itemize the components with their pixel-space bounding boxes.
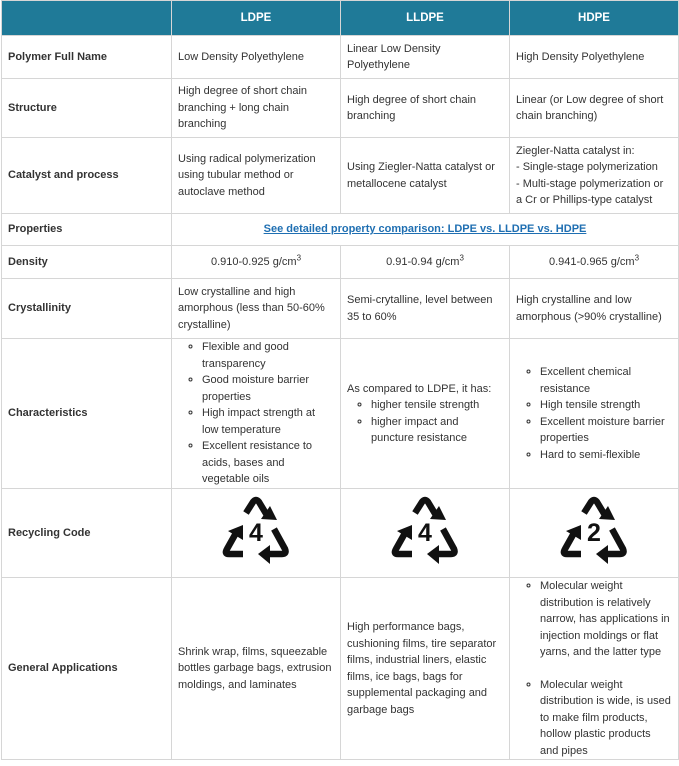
cell-lldpe — [341, 339, 510, 489]
characteristics-list — [347, 397, 503, 447]
header-lldpe: LLDPE — [341, 1, 510, 36]
row-label: Crystallinity — [2, 279, 172, 339]
row-structure — [2, 79, 679, 138]
cell-lldpe — [341, 489, 510, 578]
row-label: Density — [2, 246, 172, 279]
list-item: ◦ Hard to semi-flexible — [540, 447, 672, 464]
properties-cell — [172, 214, 679, 246]
cell-hdpe — [510, 339, 679, 489]
cell-ldpe — [172, 246, 341, 279]
cell-ldpe: Using radical polymerization using tubular method or autoclave method — [172, 138, 341, 214]
characteristics-list — [178, 339, 334, 488]
density-exponent: 3 — [459, 253, 464, 263]
density-value: 0.910-0.925 g/cm — [210, 255, 297, 268]
density-value: 0.941-0.965 g/cm — [548, 255, 635, 268]
row-density — [2, 246, 679, 279]
list-item: ◦ Molecular weight distribution is relatively narrow, has applications in injection moldings or flat yarns, and the latter type — [540, 578, 672, 661]
list-item: ◦ higher impact and puncture resistance — [371, 414, 503, 447]
row-characteristics — [2, 339, 679, 489]
row-properties — [2, 214, 679, 246]
cell-hdpe: Linear (or Low degree of short chain branching) — [510, 79, 679, 138]
recycling-symbol-icon — [554, 495, 634, 571]
row-recycling — [2, 489, 679, 578]
cell-hdpe: High Density Polyethylene — [510, 36, 679, 79]
catalyst-line: - Single-stage polymerization — [516, 161, 658, 173]
row-label: Recycling Code — [2, 489, 172, 578]
cell-ldpe: Low crystalline and high amorphous (less than 50-60% crystalline) — [172, 279, 341, 339]
row-crystallinity — [2, 279, 679, 339]
cell-lldpe: High performance bags, cushioning films, tire separator films, industrial liners, elastic films, ice bags, bags for supplemental packaging and garbage bags — [341, 578, 510, 760]
recycling-code-number: 4 — [418, 519, 432, 547]
cell-ldpe: Shrink wrap, films, squeezable bottles garbage bags, extrusion moldings, and laminates — [172, 578, 341, 760]
cell-hdpe — [510, 138, 679, 214]
cell-lldpe: Semi-crytalline, level between 35 to 60% — [341, 279, 510, 339]
characteristics-intro: As compared to LDPE, it has: — [347, 382, 492, 395]
row-label: Properties — [2, 214, 172, 246]
applications-list — [516, 578, 672, 759]
cell-ldpe — [172, 489, 341, 578]
cell-hdpe: High crystalline and low amorphous (>90% crystalline) — [510, 279, 679, 339]
recycling-code-number: 2 — [587, 519, 601, 547]
cell-lldpe: Using Ziegler-Natta catalyst or metallocene catalyst — [341, 138, 510, 214]
row-label: Catalyst and process — [2, 138, 172, 214]
row-full-name — [2, 36, 679, 79]
property-comparison-link[interactable]: See detailed property comparison: LDPE vs. LLDPE vs. HDPE — [263, 223, 587, 236]
recycling-symbol-icon — [385, 495, 465, 571]
list-item: ◦ High tensile strength — [540, 397, 672, 414]
cell-hdpe — [510, 489, 679, 578]
list-item: ◦ Molecular weight distribution is wide, is used to make film products, hollow plastic products and pipes — [540, 677, 672, 760]
header-ldpe: LDPE — [172, 1, 341, 36]
cell-hdpe — [510, 578, 679, 760]
comparison-table — [1, 0, 679, 760]
row-label: Characteristics — [2, 339, 172, 489]
recycling-symbol-icon — [216, 495, 296, 571]
list-item: ◦ Flexible and good transparency — [202, 339, 334, 372]
catalyst-line: - Multi-stage polymerization or a Cr or Phillips-type catalyst — [516, 177, 664, 206]
row-label: Structure — [2, 79, 172, 138]
cell-ldpe — [172, 339, 341, 489]
density-value: 0.91-0.94 g/cm — [386, 255, 460, 268]
density-exponent: 3 — [296, 253, 302, 263]
header-row — [2, 1, 679, 36]
row-applications — [2, 578, 679, 760]
header-hdpe: HDPE — [510, 1, 679, 36]
list-item: ◦ Good moisture barrier properties — [202, 372, 334, 405]
list-item: ◦ High impact strength at low temperature — [202, 405, 334, 438]
list-item: ◦ Excellent moisture barrier properties — [540, 414, 672, 447]
catalyst-intro: Ziegler-Natta catalyst in: — [516, 144, 635, 157]
recycling-code-number: 4 — [249, 519, 263, 547]
characteristics-list — [516, 364, 672, 463]
cell-lldpe — [341, 246, 510, 279]
cell-lldpe: Linear Low Density Polyethylene — [341, 36, 510, 79]
cell-lldpe: High degree of short chain branching — [341, 79, 510, 138]
header-blank — [2, 1, 172, 36]
row-label: Polymer Full Name — [2, 36, 172, 79]
list-item: ◦ Excellent resistance to acids, bases and vegetable oils — [202, 438, 334, 488]
cell-ldpe: High degree of short chain branching + long chain branching — [172, 79, 341, 138]
density-exponent: 3 — [634, 253, 640, 263]
row-catalyst — [2, 138, 679, 214]
list-item: ◦ higher tensile strength — [371, 397, 503, 414]
list-item: ◦ Excellent chemical resistance — [540, 364, 672, 397]
row-label: General Applications — [2, 578, 172, 760]
cell-ldpe: Low Density Polyethylene — [172, 36, 341, 79]
cell-hdpe — [510, 246, 679, 279]
